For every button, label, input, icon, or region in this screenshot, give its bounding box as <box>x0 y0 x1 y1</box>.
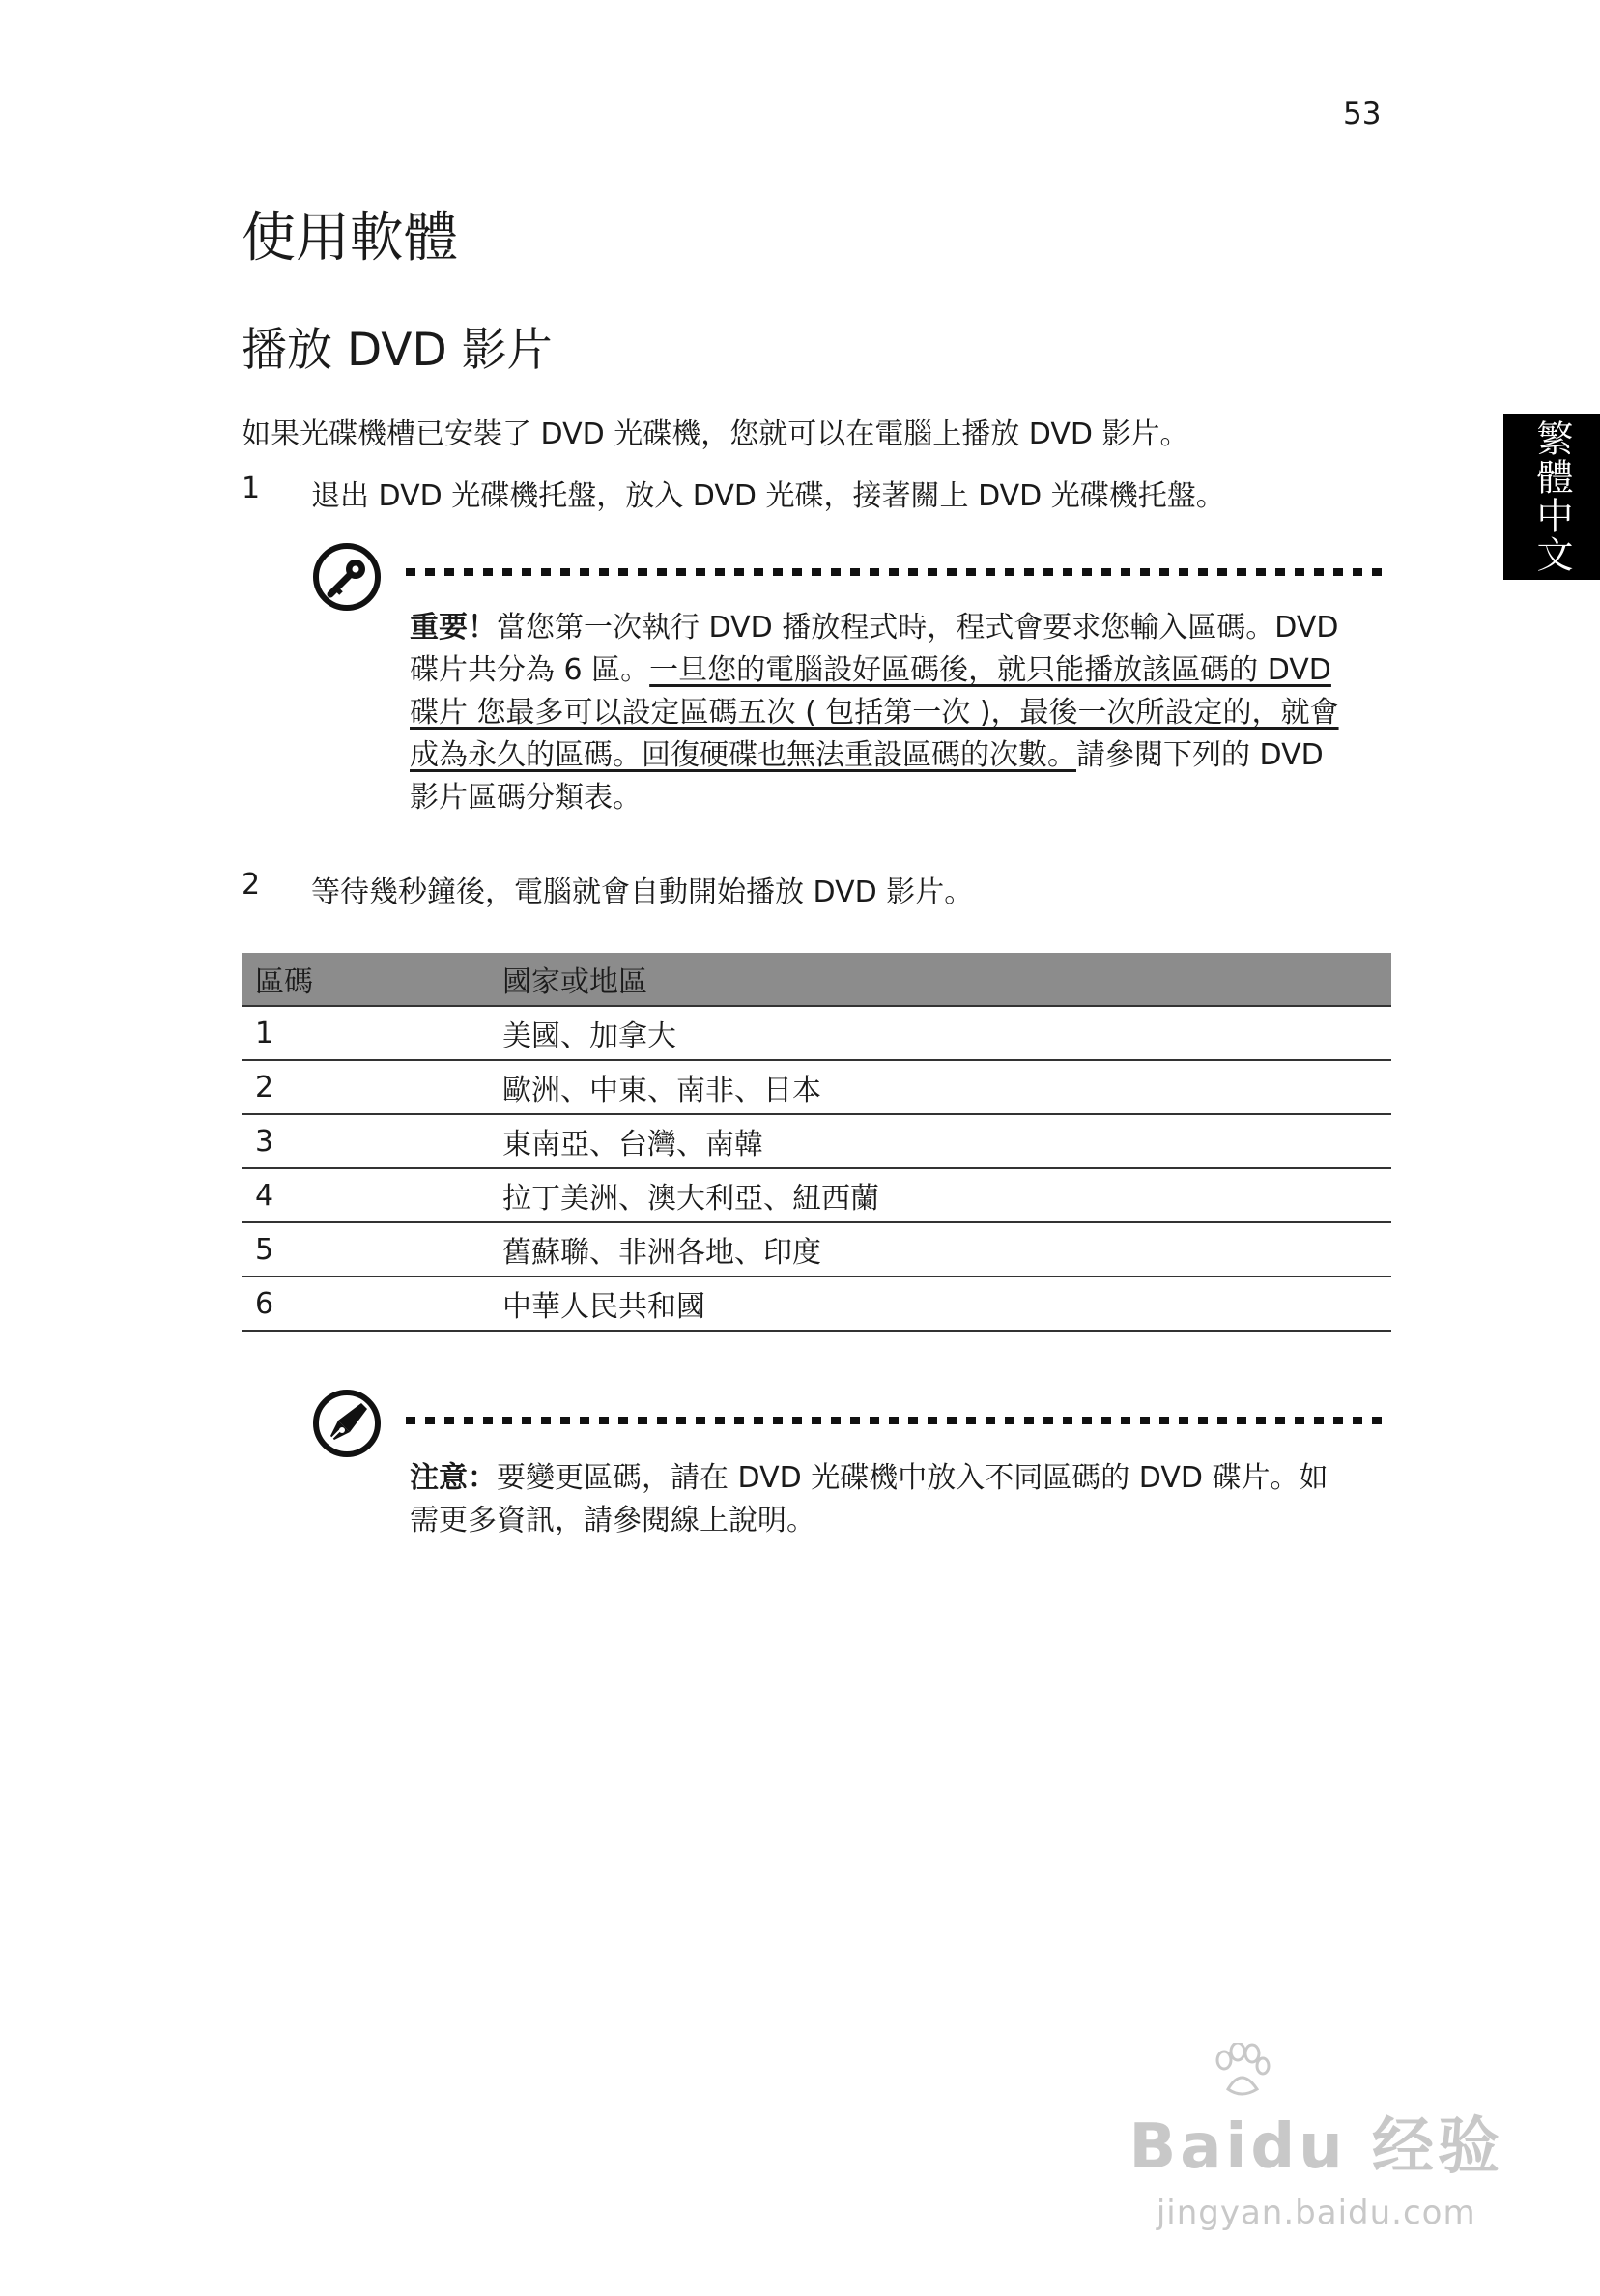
watermark-url: jingyan.baidu.com <box>1156 2194 1476 2232</box>
note-callout <box>410 1457 1357 1542</box>
important-lead: 重要！ <box>410 611 497 645</box>
country-cell: 東南亞、台灣、南韓 <box>489 1114 1391 1168</box>
key-icon <box>311 541 383 613</box>
region-code-cell: 1 <box>242 1006 489 1060</box>
note-text: 要變更區碼，請在 DVD 光碟機中放入不同區碼的 DVD 碟片。如需更多資訊，請參閱線上說明。 <box>410 1461 1329 1537</box>
watermark-main: Baidu 经验 <box>1129 2111 1503 2183</box>
table-header-row <box>242 953 1391 1006</box>
country-cell: 美國、加拿大 <box>489 1006 1391 1060</box>
country-cell: 中華人民共和國 <box>489 1277 1391 1331</box>
pen-nib-icon <box>311 1388 383 1459</box>
step-number: 1 <box>242 472 261 505</box>
paw-logo-icon <box>1211 2043 1272 2101</box>
page-number: 53 <box>1343 97 1382 131</box>
country-cell: 舊蘇聯、非洲各地、印度 <box>489 1222 1391 1277</box>
intro-paragraph: 如果光碟機槽已安裝了 DVD 光碟機，您就可以在電腦上播放 DVD 影片。 <box>242 417 1189 451</box>
important-text-end: 請參閱下列的 DVD 影片區碼分類表。 <box>410 738 1324 815</box>
table-row <box>242 1168 1391 1222</box>
country-cell: 拉丁美洲、澳大利亞、紐西蘭 <box>489 1168 1391 1222</box>
region-code-cell: 5 <box>242 1222 489 1277</box>
table-row <box>242 1114 1391 1168</box>
table-row <box>242 1277 1391 1331</box>
baidu-watermark <box>1129 2049 1503 2232</box>
table-row <box>242 1060 1391 1114</box>
header-country: 國家或地區 <box>489 953 1391 1006</box>
important-text: 當您第一次執行 DVD 播放程式時，程式會要求您輸入區碼。DVD 碟片共分為 6 區。 <box>410 611 1339 687</box>
step-text: 等待幾秒鐘後，電腦就會自動開始播放 DVD 影片。 <box>311 875 974 909</box>
region-code-cell: 2 <box>242 1060 489 1114</box>
callout-divider <box>406 568 1382 576</box>
step-number: 2 <box>242 868 261 902</box>
region-code-cell: 3 <box>242 1114 489 1168</box>
header-region-code: 區碼 <box>242 953 489 1006</box>
region-code-table <box>242 953 1391 1332</box>
callout-divider <box>406 1417 1382 1424</box>
region-code-cell: 6 <box>242 1277 489 1331</box>
table-row <box>242 1006 1391 1060</box>
table-row <box>242 1222 1391 1277</box>
language-label: 繁體中文 <box>1530 419 1573 574</box>
section-title: 使用軟體 <box>242 207 458 270</box>
note-lead: 注意： <box>410 1461 497 1495</box>
important-callout <box>410 607 1357 819</box>
subsection-title: 播放 DVD 影片 <box>242 324 553 377</box>
region-code-cell: 4 <box>242 1168 489 1222</box>
step-text: 退出 DVD 光碟機托盤，放入 DVD 光碟，接著關上 DVD 光碟機托盤。 <box>311 479 1225 513</box>
language-side-tab <box>1503 414 1600 580</box>
important-underlined-text: 一旦您的電腦設好區碼後，就只能播放該區碼的 DVD 碟片 您最多可以設定區碼五次 ( 包括第一次 )，最後一次所設定的，就會成為永久的區碼。回復硬碟也無法重設區碼的次數。 <box>410 653 1339 772</box>
country-cell: 歐洲、中東、南非、日本 <box>489 1060 1391 1114</box>
